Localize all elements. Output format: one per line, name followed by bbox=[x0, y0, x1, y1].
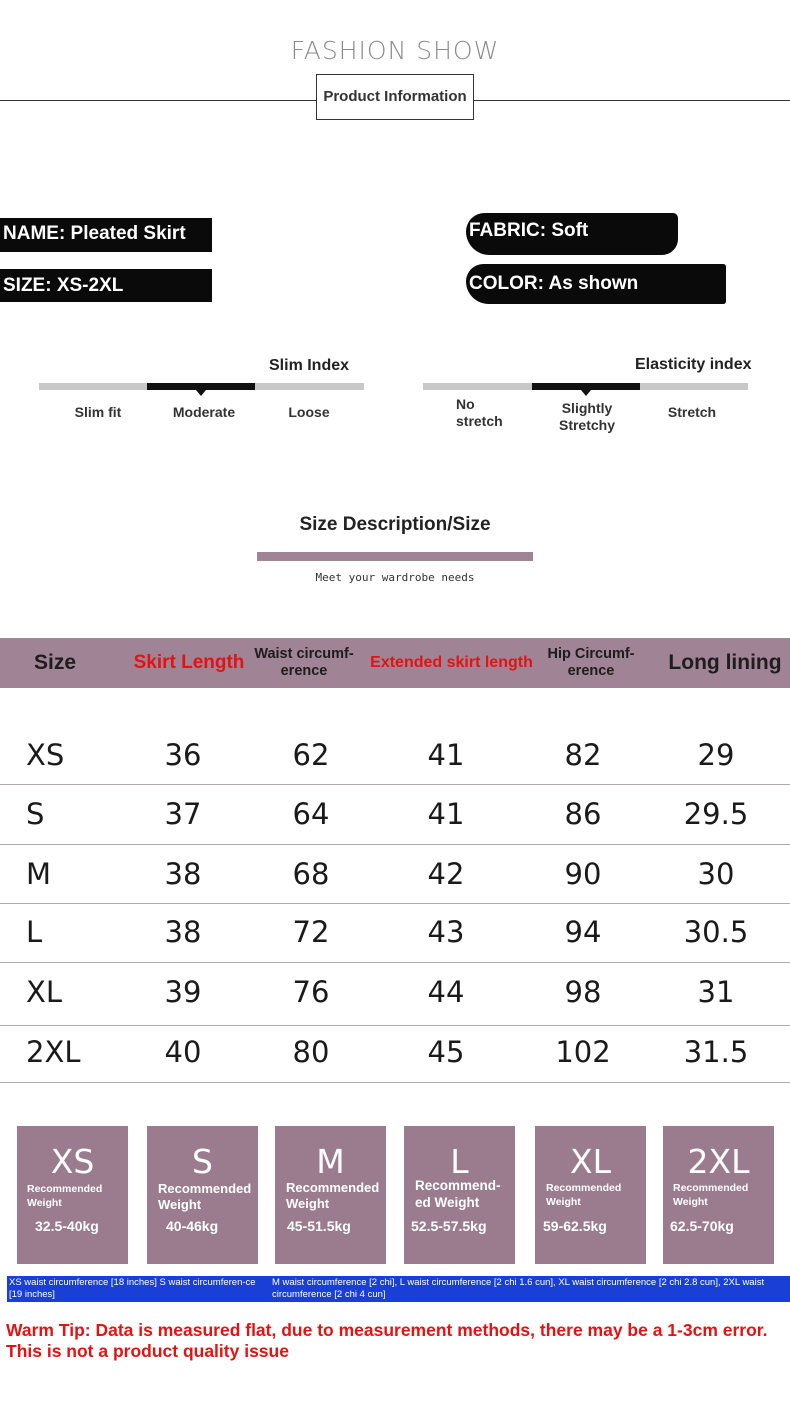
table-row bbox=[0, 915, 790, 955]
info-color: COLOR: As shown bbox=[466, 264, 726, 304]
table-cell-value: 76 bbox=[292, 975, 330, 1009]
card-recommended-label: Recommend-ed Weight bbox=[415, 1178, 501, 1210]
table-cell-value: 29.5 bbox=[683, 797, 749, 831]
product-information-label: Product Information bbox=[316, 74, 474, 120]
slim-index-title: Slim Index bbox=[269, 357, 350, 374]
size-card-xl bbox=[535, 1126, 646, 1264]
warm-tip: Warm Tip: Data is measured flat, due to measurement methods, there may be a 1-3cm error. This is not a product quality issue bbox=[6, 1320, 768, 1361]
table-cell-size: L bbox=[26, 915, 43, 949]
table-row bbox=[0, 797, 790, 837]
slim-segment-loose bbox=[255, 383, 364, 390]
size-card-m bbox=[275, 1126, 386, 1264]
header-long-lining: Long lining bbox=[668, 651, 782, 674]
elasticity-label-slightly-stretchy: Slightly Stretchy bbox=[558, 400, 616, 433]
table-row bbox=[0, 1035, 790, 1075]
size-card-l bbox=[404, 1126, 515, 1264]
card-recommended-label: Recommended Weight bbox=[286, 1180, 380, 1211]
table-cell-size: M bbox=[26, 857, 52, 891]
table-cell-size: S bbox=[26, 797, 45, 831]
table-cell-value: 40 bbox=[164, 1035, 202, 1069]
card-recommended-label: Recommended Weight bbox=[673, 1182, 749, 1208]
table-cell-value: 42 bbox=[427, 857, 465, 891]
table-cell-value: 39 bbox=[164, 975, 202, 1009]
elasticity-pointer-icon bbox=[581, 390, 591, 396]
table-cell-value: 82 bbox=[564, 738, 602, 772]
size-description-title: Size Description/Size bbox=[299, 514, 491, 535]
table-cell-value: 68 bbox=[292, 857, 330, 891]
card-recommended-label: Recommended Weight bbox=[27, 1183, 103, 1209]
slim-label-loose: Loose bbox=[288, 404, 330, 420]
table-cell-size: XS bbox=[26, 738, 65, 772]
card-weight-range: 45-51.5kg bbox=[287, 1218, 351, 1234]
card-recommended-label: Recommended Weight bbox=[158, 1181, 252, 1212]
slim-segment-slim-fit bbox=[39, 383, 147, 390]
header-skirt-length: Skirt Length bbox=[133, 652, 245, 673]
elasticity-label-stretch: Stretch bbox=[667, 404, 717, 420]
table-cell-value: 38 bbox=[164, 857, 202, 891]
table-cell-value: 29 bbox=[697, 738, 735, 772]
info-size: SIZE: XS-2XL bbox=[0, 269, 212, 302]
info-fabric: FABRIC: Soft bbox=[466, 213, 678, 255]
header-extended-skirt-length: Extended skirt length bbox=[370, 654, 533, 671]
size-table-body bbox=[0, 700, 790, 1084]
card-weight-range: 40-46kg bbox=[166, 1218, 219, 1234]
info-name: NAME: Pleated Skirt bbox=[0, 218, 212, 252]
table-cell-value: 30 bbox=[697, 857, 735, 891]
table-cell-value: 72 bbox=[292, 915, 330, 949]
card-size-label: S bbox=[192, 1142, 213, 1181]
card-weight-range: 52.5-57.5kg bbox=[411, 1218, 487, 1234]
size-card-2xl bbox=[663, 1126, 774, 1264]
table-cell-value: 30.5 bbox=[683, 915, 749, 949]
table-cell-value: 64 bbox=[292, 797, 330, 831]
table-cell-size: 2XL bbox=[26, 1035, 81, 1069]
table-row bbox=[0, 857, 790, 897]
header-waist-circumference: Waist circumf-erence bbox=[254, 646, 354, 679]
header-size: Size bbox=[33, 651, 77, 674]
waist-note-part2: M waist circumference [2 chi], L waist circumference [2 chi 1.6 cun], XL waist circumference [2 chi 2.8 cun], 2XL waist circumference [2 chi 4 cun] bbox=[272, 1277, 765, 1300]
elasticity-segment-slightly-stretchy bbox=[532, 383, 640, 390]
table-cell-value: 36 bbox=[164, 738, 202, 772]
table-cell-value: 31.5 bbox=[683, 1035, 749, 1069]
header-hip-circumference: Hip Circumf-erence bbox=[547, 646, 635, 679]
card-size-label: L bbox=[450, 1142, 469, 1181]
card-weight-range: 59-62.5kg bbox=[543, 1218, 607, 1234]
table-cell-value: 38 bbox=[164, 915, 202, 949]
table-cell-value: 37 bbox=[164, 797, 202, 831]
elasticity-segment-stretch bbox=[640, 383, 748, 390]
slim-pointer-icon bbox=[196, 390, 206, 396]
card-weight-range: 32.5-40kg bbox=[35, 1218, 99, 1234]
table-cell-size: XL bbox=[26, 975, 63, 1009]
table-cell-value: 94 bbox=[564, 915, 602, 949]
size-card-s bbox=[147, 1126, 258, 1264]
table-cell-value: 62 bbox=[292, 738, 330, 772]
card-size-label: XL bbox=[570, 1142, 611, 1181]
table-cell-value: 80 bbox=[292, 1035, 330, 1069]
elasticity-label-no-stretch: No stretch bbox=[456, 396, 503, 429]
size-table-header bbox=[0, 638, 790, 688]
waist-conversion-note bbox=[7, 1276, 790, 1302]
table-cell-value: 31 bbox=[697, 975, 735, 1009]
table-row bbox=[0, 738, 790, 778]
section-title-underline bbox=[257, 552, 533, 561]
card-recommended-label: Recommended Weight bbox=[546, 1182, 622, 1208]
card-size-label: 2XL bbox=[687, 1142, 750, 1181]
size-card-xs bbox=[17, 1126, 128, 1264]
table-cell-value: 90 bbox=[564, 857, 602, 891]
table-cell-value: 43 bbox=[427, 915, 465, 949]
slim-label-moderate: Moderate bbox=[172, 404, 236, 420]
card-size-label: M bbox=[316, 1142, 345, 1181]
waist-note-part1: XS waist circumference [18 inches] S waist circumferen-ce [19 inches] bbox=[9, 1277, 256, 1300]
section-subtitle: Meet your wardrobe needs bbox=[315, 571, 475, 584]
table-cell-value: 44 bbox=[427, 975, 465, 1009]
elasticity-segment-no-stretch bbox=[423, 383, 532, 390]
table-cell-value: 86 bbox=[564, 797, 602, 831]
table-cell-value: 102 bbox=[555, 1035, 611, 1069]
table-cell-value: 45 bbox=[427, 1035, 465, 1069]
table-cell-value: 41 bbox=[427, 797, 465, 831]
slim-index-scale bbox=[0, 350, 380, 440]
table-cell-value: 41 bbox=[427, 738, 465, 772]
brand-title: FASHION SHOW bbox=[290, 36, 500, 65]
slim-segment-moderate bbox=[147, 383, 255, 390]
slim-label-slim-fit: Slim fit bbox=[74, 404, 122, 420]
card-size-label: XS bbox=[50, 1142, 95, 1181]
table-cell-value: 98 bbox=[564, 975, 602, 1009]
table-row bbox=[0, 975, 790, 1015]
card-weight-range: 62.5-70kg bbox=[670, 1218, 734, 1234]
elasticity-index-title: Elasticity index bbox=[635, 356, 752, 373]
elasticity-index-scale bbox=[400, 350, 790, 440]
